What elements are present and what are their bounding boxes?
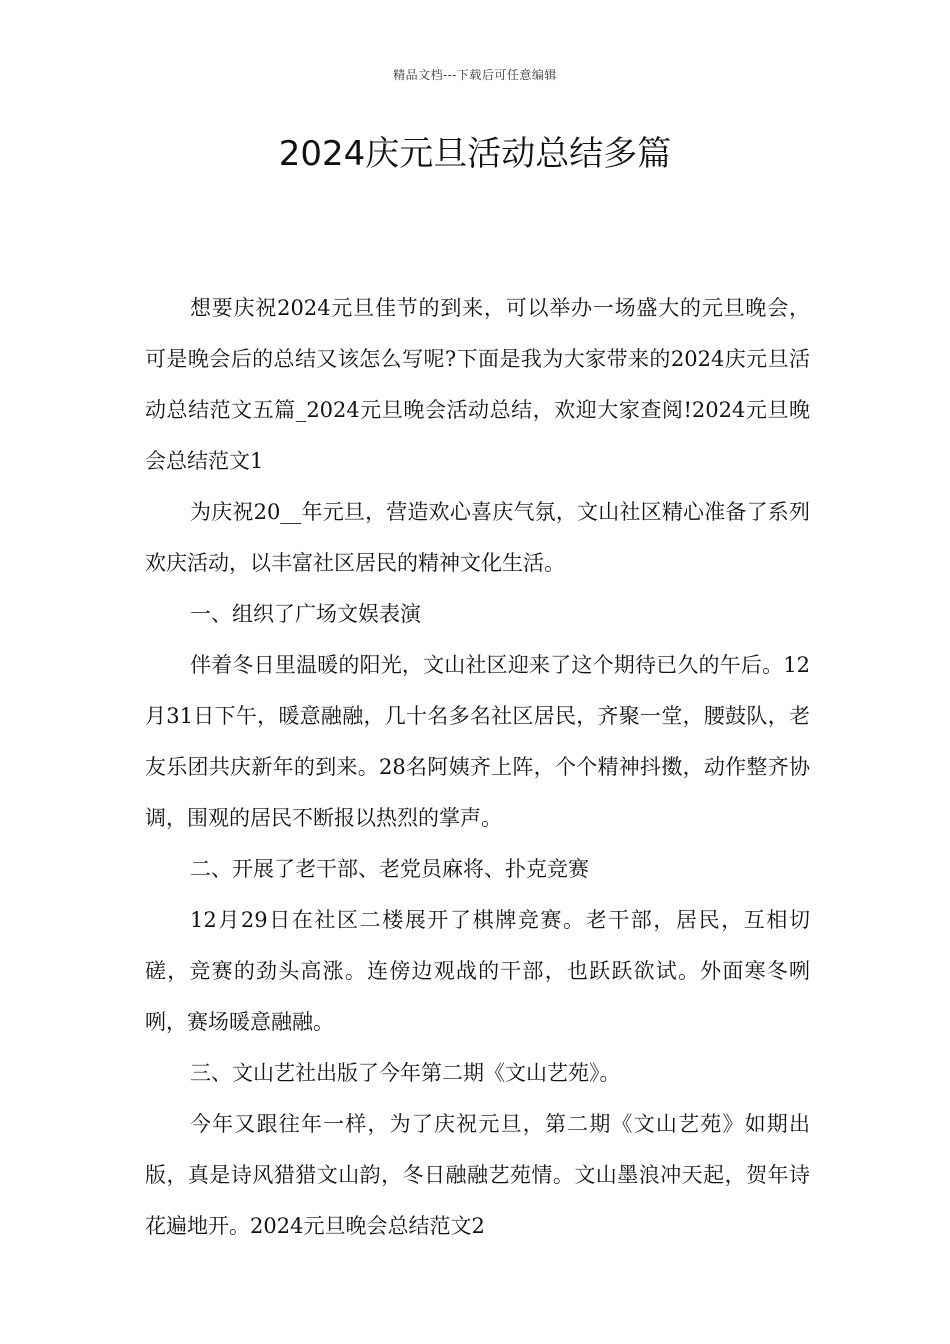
page-header-watermark: 精品文档---下载后可任意编辑 bbox=[393, 68, 557, 82]
section-heading-2: 二、开展了老干部、老党员麻将、扑克竞赛 bbox=[190, 857, 589, 881]
paragraph-intro: 想要庆祝2024元旦佳节的到来，可以举办一场盛大的元旦晚会，可是晚会后的总结又该怎么写呢?下面是我为大家带来的2024庆元旦活动总结范文五篇_2024元旦晚会活动总结，欢迎大家查阅!2024元旦晚会总结范文1 bbox=[145, 296, 810, 473]
document-body bbox=[145, 283, 810, 1252]
paragraph-celebration: 为庆祝20__年元旦，营造欢心喜庆气氛，文山社区精心准备了系列欢庆活动，以丰富社区居民的精神文化生活。 bbox=[145, 500, 810, 575]
paragraph-publication: 今年又跟往年一样，为了庆祝元旦，第二期《文山艺苑》如期出版，真是诗风猎猎文山韵，冬日融融艺苑情。文山墨浪冲天起，贺年诗花遍地开。2024元旦晚会总结范文2 bbox=[145, 1112, 810, 1238]
paragraph-competition: 12月29日在社区二楼展开了棋牌竞赛。老干部，居民，互相切磋，竞赛的劲头高涨。连傍边观战的干部，也跃跃欲试。外面寒冬咧咧，赛场暖意融融。 bbox=[145, 908, 810, 1034]
paragraph-square-performance: 伴着冬日里温暖的阳光，文山社区迎来了这个期待已久的午后。12月31日下午，暖意融融，几十名多名社区居民，齐聚一堂，腰鼓队，老友乐团共庆新年的到来。28名阿姨齐上阵，个个精神抖擞，动作整齐协调，围观的居民不断报以热烈的掌声。 bbox=[145, 653, 810, 830]
document-title: 2024庆元旦活动总结多篇 bbox=[278, 134, 672, 174]
section-heading-3: 三、文山艺社出版了今年第二期《文山艺苑》。 bbox=[190, 1061, 621, 1085]
section-heading-1: 一、组织了广场文娱表演 bbox=[190, 602, 421, 626]
